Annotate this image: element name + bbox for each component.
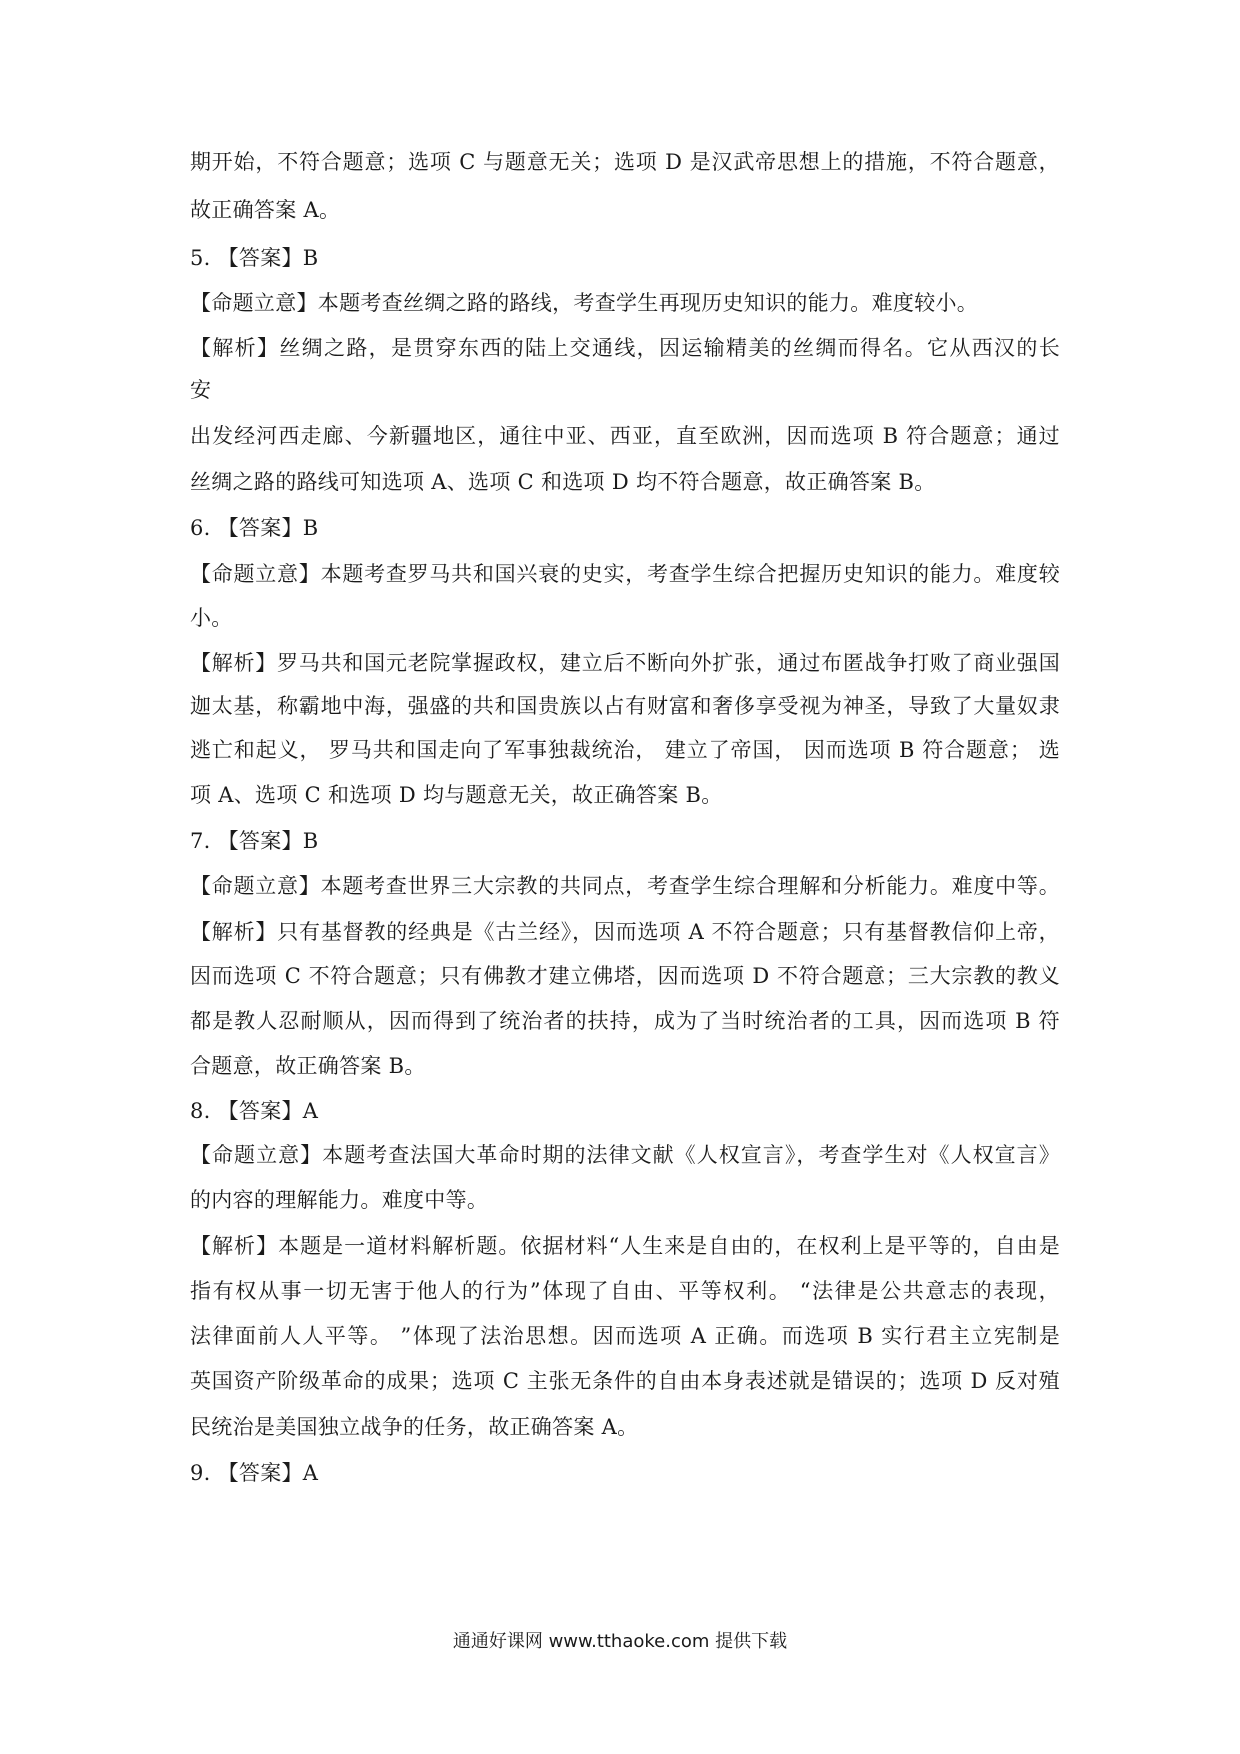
text-line: 出发经河西走廊、今新疆地区，通往中亚、西亚，直至欧洲，因而选项 B 符合题意；通过 [190,424,1060,448]
text-line: 9. 【答案】A [190,1461,319,1485]
text-line: 迦太基，称霸地中海，强盛的共和国贵族以占有财富和奢侈享受视为神圣，导致了大量奴隶 [190,694,1060,718]
text-line: 因而选项 C 不符合题意；只有佛教才建立佛塔，因而选项 D 不符合题意；三大宗教的教义 [190,964,1060,988]
text-line: 小。 [190,606,233,630]
page-footer: 通通好课网 www.tthaoke.com 提供下载 [452,1631,788,1652]
text-line: 安 [190,378,212,402]
text-line: 的内容的理解能力。难度中等。 [190,1188,489,1212]
text-line: 故正确答案 A。 [190,198,341,222]
text-line: 【命题立意】本题考查丝绸之路的路线，考查学生再现历史知识的能力。难度较小。 [190,291,979,315]
text-line: 【解析】罗马共和国元老院掌握政权，建立后不断向外扩张，通过布匿战争打败了商业强国 [190,651,1060,675]
text-line: 【解析】丝绸之路，是贯穿东西的陆上交通线，因运输精美的丝绸而得名。它从西汉的长 [190,336,1060,360]
text-line: 【命题立意】本题考查法国大革命时期的法律文献《人权宣言》，考查学生对《人权宣言》 [190,1143,1060,1167]
text-line: 都是教人忍耐顺从，因而得到了统治者的扶持，成为了当时统治者的工具，因而选项 B 符 [190,1009,1060,1033]
text-line: 合题意，故正确答案 B。 [190,1054,426,1078]
text-line: 法律面前人人平等。 ”体现了法治思想。因而选项 A 正确。而选项 B 实行君主立宪制是 [190,1324,1060,1348]
text-line: 【解析】只有基督教的经典是《古兰经》，因而选项 A 不符合题意；只有基督教信仰上帝， [190,920,1060,944]
text-line: 【命题立意】本题考查罗马共和国兴衰的史实，考查学生综合把握历史知识的能力。难度较 [190,562,1060,586]
text-line: 期开始，不符合题意；选项 C 与题意无关；选项 D 是汉武帝思想上的措施，不符合题意， [190,150,1060,174]
text-line: 逃亡和起义， 罗马共和国走向了军事独裁统治， 建立了帝国， 因而选项 B 符合题意； 选 [190,738,1060,762]
text-line: 项 A、选项 C 和选项 D 均与题意无关，故正确答案 B。 [190,783,723,807]
text-line: 民统治是美国独立战争的任务，故正确答案 A。 [190,1415,639,1439]
text-line: 丝绸之路的路线可知选项 A、选项 C 和选项 D 均不符合题意，故正确答案 B。 [190,470,936,494]
text-line: 【解析】本题是一道材料解析题。依据材料“人生来是自由的，在权利上是平等的，自由是 [190,1234,1060,1258]
text-line: 【命题立意】本题考查世界三大宗教的共同点，考查学生综合理解和分析能力。难度中等。 [190,874,1060,898]
text-line: 8. 【答案】A [190,1099,319,1123]
text-line: 6. 【答案】B [190,516,319,540]
text-line: 7. 【答案】B [190,829,319,853]
text-line: 5. 【答案】B [190,246,319,270]
text-line: 英国资产阶级革命的成果；选项 C 主张无条件的自由本身表述就是错误的；选项 D 反对殖 [190,1369,1060,1393]
text-line: 指有权从事一切无害于他人的行为”体现了自由、平等权利。 “法律是公共意志的表现， [190,1279,1060,1303]
